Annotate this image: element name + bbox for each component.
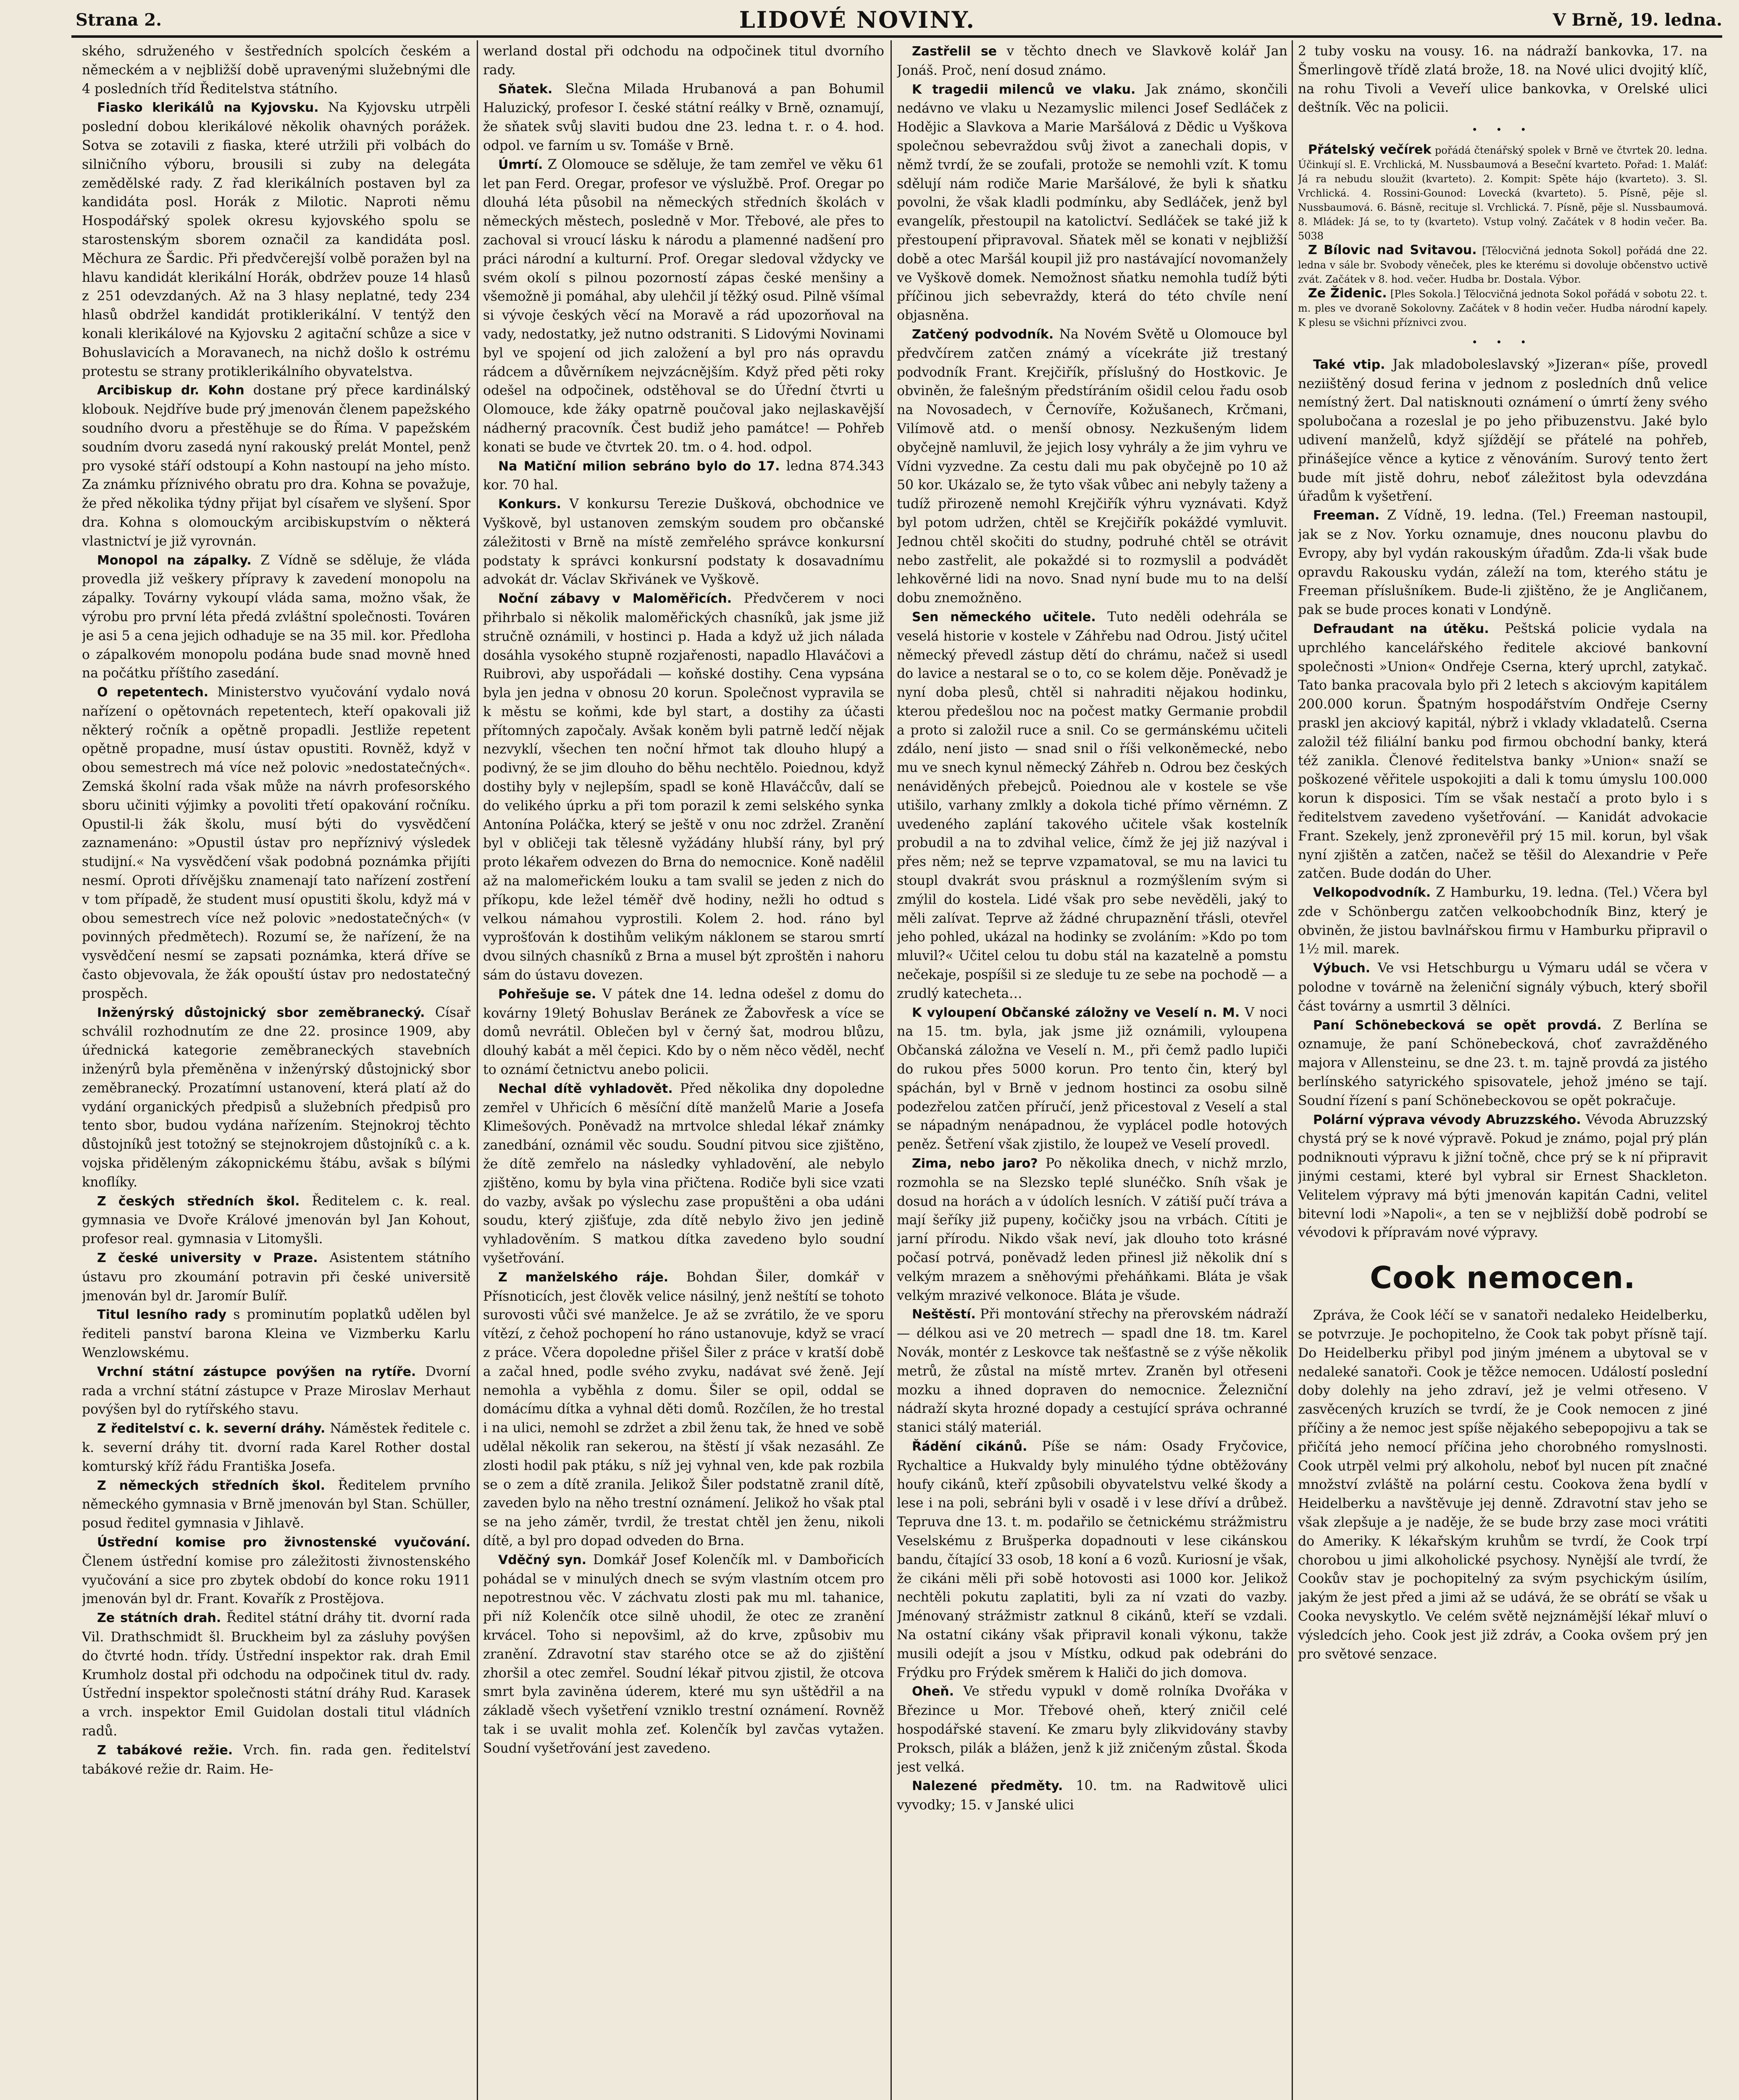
article-paragraph: [897, 1003, 1287, 1154]
article-text: Ředitel státní dráhy tit. dvorní rada Vil. Drathschmidt šl. Bruckheim byl za zásluhy povýšen do čtvrté hodn. třídy. Ústřední inspektor rak. drah Emil Krumholz dostal při odchodu na odpočinek titul dv. rady. Ústřední inspektor společnosti státní dráhy Rud. Karasek a vrch. inspektor Emil Guidolan dostali titul vládních radů.: [82, 1610, 470, 1739]
article-paragraph: [897, 1437, 1287, 1682]
article-heading: Sen německého učitele.: [912, 609, 1096, 625]
article-text: v těchto dnech ve Slavkově kolář Jan Jonáš. Proč, není dosud známo.: [897, 44, 1287, 78]
issue-date: V Brně, 19. ledna.: [1552, 10, 1722, 30]
article-heading: Inženýrský důstojnický sbor zeměbranecký.: [97, 1005, 425, 1020]
article-text: Slečna Milada Hrubanová a pan Bohumil Haluzický, profesor I. české státní reálky v Brně, oznamují, že sňatek svůj slaviti budou dne 23. ledna t. r. o 4. hod. odpol. ve farním u sv. Tomáše v Brně.: [483, 81, 884, 153]
header-divider: [71, 35, 1722, 38]
article-text: Vrch. fin. rada gen. ředitelství tabákové režie dr. Raim. He-: [82, 1742, 470, 1777]
article-paragraph: [82, 1362, 470, 1419]
article-paragraph: [483, 985, 884, 1079]
article-text: pořádá čtenářský spolek v Brně ve čtvrtek 20. ledna. Účinkují sl. E. Vrchlická, M. Nussbaumová a Beseční kvarteto. Pořad: 1. Maláť: Já ra nebudu sloužit (kvarteto). 2. Kompit: Spěte hájo (kvarteto). 3. Sl. Vrchlická. 4. Rossini-Gounod: Lovecká (kvarteto). 5. Písně, pěje sl. Nussbaumová. 6. Básně, recituje sl. Vrchlická. 7. Písně, pěje sl. Nussbaumová. 8. Mládek: Já se, to ty (kvarteto). Vstup volný. Začátek v 8 hodin večer. Ba. 5038: [1298, 144, 1707, 242]
article-paragraph: [483, 42, 884, 80]
article-heading: Z tabákové režie.: [97, 1743, 233, 1758]
article-heading: Nalezené předměty.: [912, 1779, 1063, 1794]
article-paragraph: [483, 1268, 884, 1551]
column-4-top: [1298, 42, 1707, 117]
article-paragraph: [82, 381, 470, 551]
article-heading: Na Matiční milion sebráno bylo do 17.: [498, 459, 780, 474]
article-paragraph: [82, 1741, 470, 1779]
column-3: [897, 42, 1287, 2100]
article-paragraph: [1298, 42, 1707, 117]
article-paragraph: [897, 1154, 1287, 1305]
article-heading: Sňatek.: [498, 81, 553, 97]
article-paragraph: [1298, 883, 1707, 959]
article-heading: Výbuch.: [1313, 961, 1371, 976]
article-paragraph: [483, 589, 884, 985]
article-paragraph: Zpráva, že Cook léčí se v sanatoři nedaleko Heidelberku, se potvrzuje. Je pochopitelno, že Cook tak pobyt přísně tají. Do Heidelberku přibyl pod jiným jménem a ubytoval se v nedaleké sanatoři. Cook je těžce nemocen. Událostí poslední doby dolehly na jeho zdraví, jež je velmi otřeseno. V zasvěcených kruzích se tvrdí, že je Cook nemocen z jiné příčiny a že nemoc jest spíše nějakého sebepopojivu a tak se přičítá jeho nemocí příčina jeho chorobného romyslnosti. Cook utrpěl velmi prý alkoholu, neboť byl nucen pít značné množství zvláště na polární cestu. Cookova žena bydlí v Heidelberku a navštěvuje jej denně. Zdravotní stav jeho se však zlepšuje a je naděje, že se bude brzy zase moci vrátiti do Ameriky. K lékařským kruhům se tvrdí, že Cook trpí chorobou u jimi alkoholické psychosy. Nynější ale tvrdí, že Cookův stav je pochopitelný za svým psychickým úsilím, jakým že jest před a jimi až se udává, že se obrátí se však u Cooka nevyskytlo. Ve celém světě nejznámější lékař mluví o výsledcích jeho. Cook jest již zdráv, a Cooka ovšem prý jen pro světové senzace.: [1298, 1308, 1707, 1662]
article-paragraph: [1298, 143, 1707, 243]
article-heading: Ústřední komise pro živnostenské vyučování.: [97, 1535, 470, 1550]
article-heading: Z německých středních škol.: [97, 1478, 325, 1493]
newspaper-title: LIDOVÉ NOVINY.: [739, 6, 976, 33]
article-heading: Defraudant na útěku.: [1313, 621, 1489, 636]
article-text: Ve vsi Hetschburgu u Výmaru udál se včera v polodne v továrně na želeniční signály výbuch, který sbořil část továrny a usmrtil 3 dělníci.: [1298, 961, 1707, 1014]
article-text: V pátek dne 14. ledna odešel z domu do kovárny 19letý Bohuslav Beránek ze Žabovřesk a více se domů nevrátil. Oblečen byl v černý šat, modrou blůzu, dlouhý kabát a měl čepici. Kdo by o něm něco věděl, nechť to oznámí četnictvu anebo policii.: [483, 986, 884, 1078]
article-heading: Z českých středních škol.: [97, 1194, 300, 1209]
article-text: Členem ústřední komise pro záležitosti živnostenského vyučování a sice pro zbytek období do konce roku 1911 jmenován byl dr. Frant. Kovařík z Prostějova.: [82, 1554, 470, 1607]
article-text: Při montování střechy na přerovském nádraží — délkou asi ve 20 metrech — spadl dne 18. tm. Karel Novák, montér z Leskovce tak nešťastně se z výše několik metrů, že zůstal na místě mrtev. Zraněn byl otřeseni mozku a ihned dopraven do nemocnice. Železniční nádraží skyta hrozné dopady a cestující správa ochranné stanici stálý materiál.: [897, 1307, 1287, 1436]
article-heading: Ze Židenic.: [1308, 286, 1387, 301]
column-1: [82, 42, 470, 2100]
article-paragraph: [82, 1249, 470, 1305]
article-text: Náměstek ředitele c. k. severní dráhy tit. dvorní rada Karel Rother dostal komturský kříž řádu Františka Josefa.: [82, 1421, 470, 1474]
column-divider: [1292, 40, 1293, 2100]
article-paragraph: [82, 1533, 470, 1609]
article-text: Ředitelem prvního německého gymnasia v Brně jmenován byl Stan. Schüller, posud ředitel gymnasia v Jihlavě.: [82, 1478, 470, 1531]
article-paragraph: [82, 551, 470, 683]
article-heading: Noční zábavy v Maloměřicích.: [498, 591, 732, 606]
article-paragraph: [1298, 620, 1707, 883]
article-paragraph: [897, 608, 1287, 1003]
article-text: Ministerstvo vyučování vydalo nová nařízení o opětovnách repetentech, kteří opakovali již některý ročník a opětně propadli. Jestliže repetent opětně propadne, musí ústav opustiti. Rovněž, když v obou semestrech má více než polovic »nedostatečných«. Zemská školní rada však může na návrh profesorského sboru učiniti výjimky a povoliti třetí opakování ročníku. Opustil-li žák školu, musí býti do vysvědčení zaznamenáno: »Opustil ústav pro nepříznivý výsledek studijní.« Na vysvědčení však podobná poznámka přijíti nesmí. Oproti dřívějšku znamenají tato nařízení zostření v tom případě, že student musí opustiti školu, když má v obou semestrech více než polovic »nedostatečných« (v povinných předmětech). Rozumí se, že nařízení, že na vysvědčení nesmí se zapsati poznámka, která dříve se často objevovala, že žák opouští ústav pro nedostatečný prospěch.: [82, 685, 470, 1001]
column-divider: [891, 40, 892, 2100]
article-paragraph: [82, 1192, 470, 1249]
article-paragraph: [1298, 243, 1707, 286]
article-heading: Ze státních drah.: [97, 1611, 221, 1626]
article-text: Z Olomouce se sděluje, že tam zemřel ve věku 61 let pan Ferd. Oregar, profesor ve výslužbě. Prof. Oregar po dlouhá léta působil na německých středních školách v německých městech, posledně v Mor. Třebové, ale přes to zachoval si vroucí lásku k národu a plamenné nadšení pro práci národní a kulturní. Prof. Oregar sledoval vždycky ve svém okolí s pilnou pozorností zápas české menšiny a všemožně ji pomáhal, aby ulehčil jí těžký osud. Pilně všímal si vývoje českých věcí na Moravě a rád upozorňoval na vady, nedostatky, jež nutno odstraniti. S Lidovými Novinami byl ve spojení od jich založení a byl pro nás opravdu rádcem a důvěrníkem nejvzácnějším. Když před pěti roky odešel na odpočinek, odstěhoval se do Úřední čtvrti u Olomouce, kde žáky opatrně poučoval jako nejlaskavější nádherný pracovník. Čest budiž jeho památce! — Pohřeb konati se bude ve čtvrtek 20. tm. o 4. hod. odpol.: [483, 157, 884, 455]
article-paragraph: [82, 1305, 470, 1362]
article-text: Z Berlína se oznamuje, že paní Schönebecková, choť zavražděného majora v Allensteinu, se dne 23. t. m. tajně provdá za jistého berlínského satyrického spisovatele, jehož jméno se tají. Soudní řízení s paní Schönebeckovou se opět pokračuje.: [1298, 1017, 1707, 1108]
article-heading: O repetentech.: [97, 685, 209, 700]
article-text: Vévoda Abruzzský chystá prý se k nové výpravě. Pokud je známo, pojal prý plán podniknouti výpravu k jižní točně, chce prý se k ní připravit jinými cestami, které byl vybral sir Ernest Shackleton. Velitelem výpravy má býti jmenován kapitán Cadni, velitel bitevní lodi »Napoli«, a ten se v nejbližší době podrobí se vévodovi k přípravám nové výpravy.: [1298, 1112, 1707, 1241]
article-paragraph: [1298, 286, 1707, 330]
article-text: Ředitelem c. k. real. gymnasia ve Dvoře Králové jmenován byl Jan Kohout, profesor real. gymnasia v Litomyšli.: [82, 1193, 470, 1247]
article-text: Tuto neděli odehrála se veselá historie v kostele v Záhřebu nad Odrou. Jistý učitel německý převedl zástup dětí do chrámu, načež si usedl do lavice a nestaral se o to, co se kolem děje. Poněvadž je nyní doba plesů, chtěl si nahraditi nějakou hodinku, kterou předešlou noc na počest matky Germanie probdil a proto si založil ruce a snil. Co se germánskému učiteli zdálo, není jisto — snad snil o říši velkoněmecké, nebo mu ve snech kynul německý Záhřeb n. Odrou bez českých nenáviděných přebejců. Poiednou ale v kostele se vše utišilo, varhany zmlkly a dokola tiché přímo věrnémn. Z uvedeného zaplání takového učitele však kostelník probudil a na to zdvihal velice, čímž že jej již nazýval i přes něm; než se teprve vzpamatoval, se mu na lavici tu stoupl dvakrát svou prásknul a rozmýšlením svým si zmýlil do kostela. Lidé však pro sebe nevěděli, jaký to měli zalívat. Teprve až žádné chrupaznění třásli, otevřel jeho pohled, ukázal na hodinky se zvoláním: »Kdo po tom mluvil?« Učitel celou tu dobu stál na kazatelně a pomstu nečekaje, pospíšil si ze sleduje tu ze sebe na pochodě — a zrudlý katecheta…: [897, 609, 1287, 1001]
page-number-label: Strana 2.: [76, 10, 162, 30]
article-text: Z Vídně se sděluje, že vláda provedla již veškery přípravy k zavedení monopolu na zápalky. Továrny vykoupí vláda sama, možno však, že výrobu pro první léta předá zvláštní společnosti. Továren je asi 5 a cena jejich odhaduje se na 35 mil. kor. Předloha o zápalkovém monopolu podána bude snad movně hned na počátku příštího zasedání.: [82, 552, 470, 681]
article-text: Ve středu vypukl v domě rolníka Dvořáka v Březince u Mor. Třebové oheň, který zničil celé hospodářské stavení. Ke zmaru byly zlikvidovány stavby Proksch, pilák a blážen, jenž k již zničeným zůstal. Škoda jest velká.: [897, 1684, 1287, 1775]
article-heading: Vrchní státní zástupce povýšen na rytíře.: [97, 1364, 416, 1379]
article-heading: Konkurs.: [498, 497, 562, 512]
article-heading: Úmrtí.: [498, 157, 543, 172]
article-heading: Zastřelil se: [912, 44, 997, 59]
article-text: Předvčerem v noci přihrbalo si několik maloměřických chasníků, jak jsme již stručně oznámili, v hostinci p. Hada a když už jich nálada dosáhla vysokého stupně rozjařenosti, napadlo Hlaváčovi a Ruibrovi, aby uspořádali — koňské dostihy. Cena vypsána byla jen jedna v obnosu 20 korun. Společnost vypravila se k městu se koňmi, kde byl start, a dostihy za účasti přítomných započaly. Avšak koněm byli patrně ledčí nějak nezvyklí, všechen ten noční hřmot tak dlouho hlupý a podivný, že se jim dlouho do běhu nechtělo. Poiednou, když dostihy byly v nejlepším, spadl se koně Hlaváčcův, dalí se do velikého úprku a při tom porazil k zemi selského synka Antonína Poláčka, který se ještě v onu noc zdržel. Zranění byl v obličeji tak tělesně vyžádány hlubší rány, byl prý proto lékařem odvezen do Brna do nemocnice. Koně nadělil až na malomeřickém louku a tam svalil se jeden z nich do příkopu, kde ležel téměř dvě hodiny, nežli ho odtud s velkou námahou vyprostili. Kolem 2. hod. ráno byl vyprošťován k dostihům velikým náklonem se starou smrtí dvou silných chasníků z Brna a musel být zproštěn i nahoru sám do ústavu dovezen.: [483, 591, 884, 983]
article-paragraph: [483, 155, 884, 457]
article-paragraph: [82, 683, 470, 1003]
article-body-cook: [1298, 1306, 1707, 1664]
article-paragraph: [897, 325, 1287, 608]
article-text: Z Vídně, 19. ledna. (Tel.) Freeman nastoupil, jak se z Nov. Yorku oznamuje, dnes nouconu plavbu do Evropy, aby byl vydán rakouským úřadům. Zda-li však bude opravdu Rakousku vydán, záleží na tom, kterého státu je Freeman příslušníkem. Bude-li zjištěno, že je Angličanem, pak se bude proces konati v Londýně.: [1298, 508, 1707, 618]
article-text: s prominutím poplatků udělen byl řediteli panství barona Kleina ve Vizmberku Karlu Wenzlowskému.: [82, 1307, 470, 1360]
article-text: Císař schválil rozhodnutím ze dne 22. prosince 1909, aby úřednická kategorie zeměbraneckých stavebních inženýrů byla přeměněna v inženýrský důstojnický sbor zeměbranecký. Prozatímní ustanovení, která platí až do vydání organických předpisů a služebních předpisů pro tento sbor, budou vydána nařízením. Stejnokroj těchto důstojníků jest totožný se stejnokrojem důstojníků c. a k. vojska přiděleným zákopnickému štábu, avšak s bílými knoflíky.: [82, 1005, 470, 1190]
article-text: ledna 874.343 kor. 70 hal.: [483, 458, 884, 493]
column-2: [483, 42, 884, 2100]
article-paragraph: [1298, 959, 1707, 1016]
article-heading: Titul lesního rady: [97, 1307, 227, 1323]
article-text: dostane prý přece kardinálský klobouk. Nejdříve bude prý jmenován členem papežského soudního dvoru a přestěhuje se do Říma. V papežském soudním dvoru zasedá nyní rakouský prelát Montel, penž pro vysoké stáří odstoupí a Kohn nastoupí na jeho místo. Za známku příznivého obratu pro dra. Kohna se považuje, že před několika týdny přijat byl císařem ve slyšení. Spor dra. Kohna s olomouckým arcibiskupstvím o některá vlastnictví je již vyrovnán.: [82, 383, 470, 549]
article-text: 2 tuby vosku na vousy. 16. na nádraží bankovka, 17. na Šmerlingově třídě zlatá brože, 18. na Nové ulici dvojitý klíč, na rohu Tivoli a Veveří ulice bankovka, v Orelské ulici deštník. Věc na policii.: [1298, 44, 1707, 116]
article-text: Dvorní rada a vrchní státní zástupce v Praze Miroslav Merhaut povýšen byl do rytířského stavu.: [82, 1364, 470, 1418]
article-text: Na Novém Světě u Olomouce byl předvčírem zatčen známý a vícekráte již trestaný podvodník Frant. Krejčiřík, příslušný do Hostkovic. Je obviněn, že falešným předstíráním ošidil celou řadu osob na Novosadech, v Černovíře, Kožušanech, Krčmani, Vilímově atd. o menší obnosy. Nezkušeným lidem obyčejně namluvil, že jejich losy vyhrály a že jim vyhru ve Vídni vyzvedne. Za cestu dali mu pak obyčejně po 10 až 50 kor. Ukázalo se, že tyto však vůbec ani nebyly taženy a tudíž přirozeně nemohl Krejčiřík výhru vyznávati. Když byl potom udržen, chtěl se Krejčiřík pokáždé vymluvit. Jednou chtěl skočiti do studny, podruhé chtěl se otrávit nebo zastřelit, ale pokaždé si to rozmyslil a podvádět lehkověrné lidi na novo. Snad nyní bude mu to na delší dobu znemožněno.: [897, 326, 1287, 606]
article-paragraph: [483, 1551, 884, 1758]
article-text: Jak mladoboleslavský »Jizeran« píše, provedl neziištěný dosud ferina v jednom z posledních dnů velice nemístný žert. Dal natisknouti oznámení o úmrtí ženy svého spolubočana a rozeslal je po jeho přibuzenstvu. Jaké bylo udivení manželů, když sjíždějí se přátelé na pohřeb, přinášejíce věnce a kytice z věnováním. Surový tento žert bude mít jistě dohru, neboť záležitost byla odevzdána úřadům k vyšetření.: [1298, 357, 1707, 504]
article-text: werland dostal při odchodu na odpočinek titul dvorního rady.: [483, 44, 884, 78]
article-heading: Nechal dítě vyhladovět.: [498, 1081, 673, 1096]
article-paragraph: [897, 42, 1287, 80]
article-text: Před několika dny dopoledne zemřel v Uhřicích 6 měsíční dítě manželů Marie a Josefa Klimešových. Poněvadž na mrtvolce shledal lékař známky zanedbání, oznámil věc soudu. Soudní pitvou sice zjištěno, že dítě zemřelo na následky vyhladovění, ale nebylo zjištěno, komu by byla vina přičtena. Rodiče byli sice vzati do vazby, avšak po výslechu zase propuštěni a oba udáni soudu, který zjišťuje, zda dítě nebylo živo jen jedině vyhladověním. S matkou dítka zavedeno bylo soudní vyšetřování.: [483, 1081, 884, 1266]
article-text: 10. tm. na Radwitově ulici vyvodky; 15. v Janské ulici: [897, 1778, 1287, 1813]
article-paragraph: [483, 495, 884, 589]
article-heading: Přátelský večírek: [1308, 142, 1432, 157]
article-heading: Z manželského ráje.: [498, 1270, 669, 1285]
article-text: Píše se nám: Osady Fryčovice, Rychaltice a Hukvaldy byly minulého týdne obtěžovány houfy cikánů, kteří způsobili obyvatelstvu velké škody a lese i na poli, sebráni byli v osadě i v lese dříví a drůbež. Tepruva dne 13. t. m. podařilo se četnickému strážmistru Veselskému z Brušperka dopadnouti v lese cikánskou bandu, čítající 33 osob, 18 koní a 6 vozů. Kuriosní je však, že cikáni měli při sobě hotovosti asi 1000 kor. Jelikož nechtěli pokutu zaplatiti, byli za ní vzati do vazby. Jménovaný strážmistr zatknul 8 cikánů, kteří se vzdali. Na ostatní cikány však připravil konali výkonu, takže musili odejít a jsou v Místku, odkud pak odebráni do Frýdku pro Frýdek směrem k Haliči do jich domova.: [897, 1438, 1287, 1680]
article-text: Z Hamburku, 19. ledna. (Tel.) Včera byl zde v Schönbergu zatčen velkoobchodník Binz, který je obviněn, že jistou bavlnářskou firmu v Hamburku připravil o 1½ mil. marek.: [1298, 885, 1707, 957]
article-text: [Ples Sokola.] Tělocvičná jednota Sokol pořádá v sobotu 22. t. m. ples ve dvoraně Sokolovny. Začátek v 8 hodin večer. Hudba národní kapely. K plesu se všichni příznivci zvou.: [1298, 288, 1707, 328]
column-4: [1298, 42, 1707, 2100]
article-paragraph: [82, 1609, 470, 1741]
article-paragraph: [483, 457, 884, 495]
article-paragraph: [897, 1777, 1287, 1815]
article-paragraph: [1298, 1016, 1707, 1110]
article-paragraph: [82, 1419, 470, 1476]
article-text: Jak známo, skončili nedávno ve vlaku u Nezamyslic milenci Josef Sedláček z Hodějic a Slavkova a Marie Maršálová z Dědic u Vyškova společnou sebevraždou svůj život a zanechali dopis, v němž tvrdí, že se zoufali, protože se nemohli vzít. K tomu sdělují nám rodiče Marie Maršálové, že byli k sňatku povolni, že však kladli podmínku, aby Sedláček, jenž byl evangelík, přestoupil na katolictví. Sedláček se také již k přestoupení připravoval. Sňatek měl se konati v nejbližší době a otec Maršál koupil již pro nastávající novomanžely ve Vyškově domek. Nemožnost sňatku nemohla tudíž býti příčinou jich sebevraždy, která do této chvíle není objasněna.: [897, 81, 1287, 323]
article-text: Domkář Josef Kolenčík ml. v Dambořicích pohádal se v minulých dnech se svým vlastním otcem pro nepotrestnou věc. V záchvatu zlosti pak mu ml. tahanice, při níž Kolenčík otce silně uhodil, že otec ze zranění krvácel. Toho si nepovšiml, až do krve, způsobiv mu zranění. Zdravotní stav starého otce se až do zjištění zhoršil a otec zemřel. Soudní lékař pitvou zjistil, že otcova smrt byla zaviněna úderem, které mu syn uštědřil a na základě všech vyšetření vzniklo trestní oznámení. Rovněž tak i se uvalit mohla zeť. Kolenčík byl zavčas vytažen. Soudní vyšetřování jest zavedeno.: [483, 1552, 884, 1756]
article-paragraph: [897, 1305, 1287, 1437]
article-heading: Řádění cikánů.: [912, 1439, 1027, 1454]
article-paragraph: [1298, 506, 1707, 620]
article-paragraph: [483, 80, 884, 155]
article-paragraph: [82, 1003, 470, 1192]
article-paragraph: [483, 1079, 884, 1268]
article-paragraph: [82, 42, 470, 98]
column-4-main: [1298, 355, 1707, 1242]
article-heading: Zatčený podvodník.: [912, 327, 1054, 342]
article-text: Bohdan Šiler, domkář v Přísnoticích, jest člověk velice násilný, jenž neštítí se tohoto surovosti vůči své manželce. Je až se zvrátilo, že ve sporu vítězí, z čehož pochopení ho ráno ustanovuje, když se vrací z práce. Včera dopoledne přišel Šiler z práce v kratší době a začal hned, podle svého zvyku, nadávat své ženě. Její nemohla a vyběhla z domu. Šiler se opil, oddal se domácímu dítka a vyhnal děti domů. Rozčílen, že ho trestal i na ulici, nemohl se zdržet a zbil ženu tak, že hned ve sobě udělal několik ran sekerou, na štěstí jí však nezasáhl. Ze zlosti hodil pak ptáku, s níž jej vyhnal ven, kde pak rozbila se o zem a dítě zranila. Jelikož Šiler podstatně zranil dítě, zaveden bylo na něho trestní oznámení. Jelikož ho však ptal se na jeho záměr, tvrdil, že trestat chtěl jen ženu, nikoli dítě, a byl pro dopad odveden do Brna.: [483, 1269, 884, 1549]
article-text: [Tělocvičná jednota Sokol] pořádá dne 22. ledna v sále br. Svobody věneček, ples ke kterému si dovoluje občenstvo uctivě zvát. Začátek v 8. hod. večer. Hudba br. Dostala. Výbor.: [1298, 244, 1707, 285]
article-paragraph: [82, 98, 470, 381]
article-text: V noci na 15. tm. byla, jak jsme již oznámili, vyloupena Občanská záložna ve Veselí n. M., při čemž padlo lupiči do rukou přes 5000 korun. Pro tento čin, který byl spáchán, byl v Brně v jednom hostinci za osobu silně podezřelou zatčen příručí, jenž přicestoval z Veselí a stal se nápadným nenápadnou, že vyplácel podle hotových peněz. Šetření však zjistilo, že loupež ve Veselí provedl.: [897, 1005, 1287, 1152]
article-text: ského, sdruženého v šestředních spolcích českém a německém a v nejbližší době upravenými služebnými dle 4 posledních tříd Ředitelstva státního.: [82, 44, 470, 97]
article-heading: Z ředitelství c. k. severní dráhy.: [97, 1421, 326, 1436]
article-heading: Neštěstí.: [912, 1307, 976, 1322]
article-heading: Pohřešuje se.: [498, 987, 596, 1002]
article-heading: Fiasko klerikálů na Kyjovsku.: [97, 100, 319, 116]
article-heading: Také vtip.: [1313, 357, 1385, 372]
article-paragraph: [1298, 1110, 1707, 1243]
article-paragraph: [82, 1476, 470, 1533]
article-heading: Z české university v Praze.: [97, 1251, 318, 1265]
article-paragraph: [897, 80, 1287, 325]
article-text: Na Kyjovsku utrpěli poslední dobou klerikálové několik ohavných porážek. Sotva se zotavili z fiaska, které utržili při volbách do silničního výboru, brousili si zuby na delegáta zemědělské rady. Z řad klerikálních postaven byl za kandidáta posl. Horák z Milotic. Naproti němu Hospodářský spolek okresu kyjovského spolu se starostenským sborem označil za kandidáta posl. Měchura ze Šardic. Při předvčerejší volbě poražen byl na hlavu kandidát klerikální Horák, obdržev pouze 14 hlasů z 251 odevzdaných. Až na 3 hlasy neplatné, tedy 234 hlasů obdržel kandidát protiklerikální. V tentýž den konali klerikálové na Kyjovsku 2 agitační schůze a sice v Bohuslavicích a Moravanech, na nichž došlo k ostrému protestu se strany protiklerikálního obyvatelstva.: [82, 100, 470, 379]
column-divider: [477, 40, 478, 2100]
article-text: Po několika dnech, v nichž mrzlo, rozmohla se na Slezsko teplé slunéčko. Sníh však je dosud na horách a v údolích lesních. V zátiší pučí tráva a mají šeříky již pupeny, kočičky jsou na vrbách. Cítiti je jarní přírodu. Nikdo však neví, jak dlouho toto krásné počasí potrvá, poněvadž leden přinesl již několik dní s velkým mrazem a sněhovými přeháňkami. Bláta je však velkým mrazivé velkonoce. Bláta je všude.: [897, 1156, 1287, 1303]
article-heading: Oheň.: [912, 1684, 954, 1699]
column-4-announcements: [1298, 143, 1707, 330]
article-title-cook: Cook nemocen.: [1370, 1260, 1636, 1296]
article-paragraph: [897, 1682, 1287, 1777]
article-heading: Arcibiskup dr. Kohn: [97, 383, 244, 398]
article-heading: Vděčný syn.: [498, 1552, 587, 1567]
section-dots: • • •: [1471, 124, 1534, 136]
article-text: V konkursu Terezie Dušková, obchodnice ve Vyškově, byl ustanoven zemským soudem pro občanské záležitosti v Brně na místě zemřelého správce konkursní podstaty k správci konkursní podstaty k dosavadnímu advokát dr. Václav Skřivánek ve Vyškově.: [483, 496, 884, 588]
article-heading: Velkopodvodník.: [1313, 885, 1431, 900]
article-heading: K vyloupení Občanské záložny ve Veselí n. M.: [912, 1005, 1240, 1020]
section-dots: • • •: [1471, 336, 1534, 348]
article-heading: Freeman.: [1313, 508, 1380, 523]
masthead: [76, 5, 1722, 34]
article-text: Peštská policie vydala na uprchlého kancelářského ředitele akciové bankovní společnosti »Union« Ondřeje Cserna, který uprchl, zatykač. Tato banka pracovala bylo při 2 letech s akciovým kapitálem 200.000 korun. Špatným hospodářstvím Ondřeje Cserny praskl jen akciový kapitál, nýbrž i vklady vkladatelů. Cserna založil též filiální banku pod firmou obchodní banky, která též zanikla. Členové ředitelstva banky »Union« snaží se poškozené věřitele uspokojiti a dali k tomu úmyslu 100.000 korun k disposici. Tím se však nestačí a proto bylo i s ředitelstvem zavedeno vyšetřování. — Kanidát advokacie Frant. Szekely, jenž zpronevěřil prý 15 mil. korun, byl však nyní zjištěn a zatčen, načež se těšil do Alexandrie v Peře zatčen. Bude dodán do Uher.: [1298, 621, 1707, 882]
article-heading: Paní Schönebecková se opět provdá.: [1313, 1018, 1602, 1033]
article-heading: Z Bílovic nad Svitavou.: [1308, 242, 1477, 257]
article-heading: Zima, nebo jaro?: [912, 1156, 1038, 1171]
article-heading: Monopol na zápalky.: [97, 553, 252, 568]
article-heading: K tragedii milenců ve vlaku.: [912, 82, 1136, 97]
article-heading: Polární výprava vévody Abruzzského.: [1313, 1112, 1581, 1127]
article-paragraph: [1298, 355, 1707, 506]
article-text: Asistentem státního ústavu pro zkoumání potravin při české universitě jmenován byl dr. Jaromír Bulíř.: [82, 1250, 470, 1304]
